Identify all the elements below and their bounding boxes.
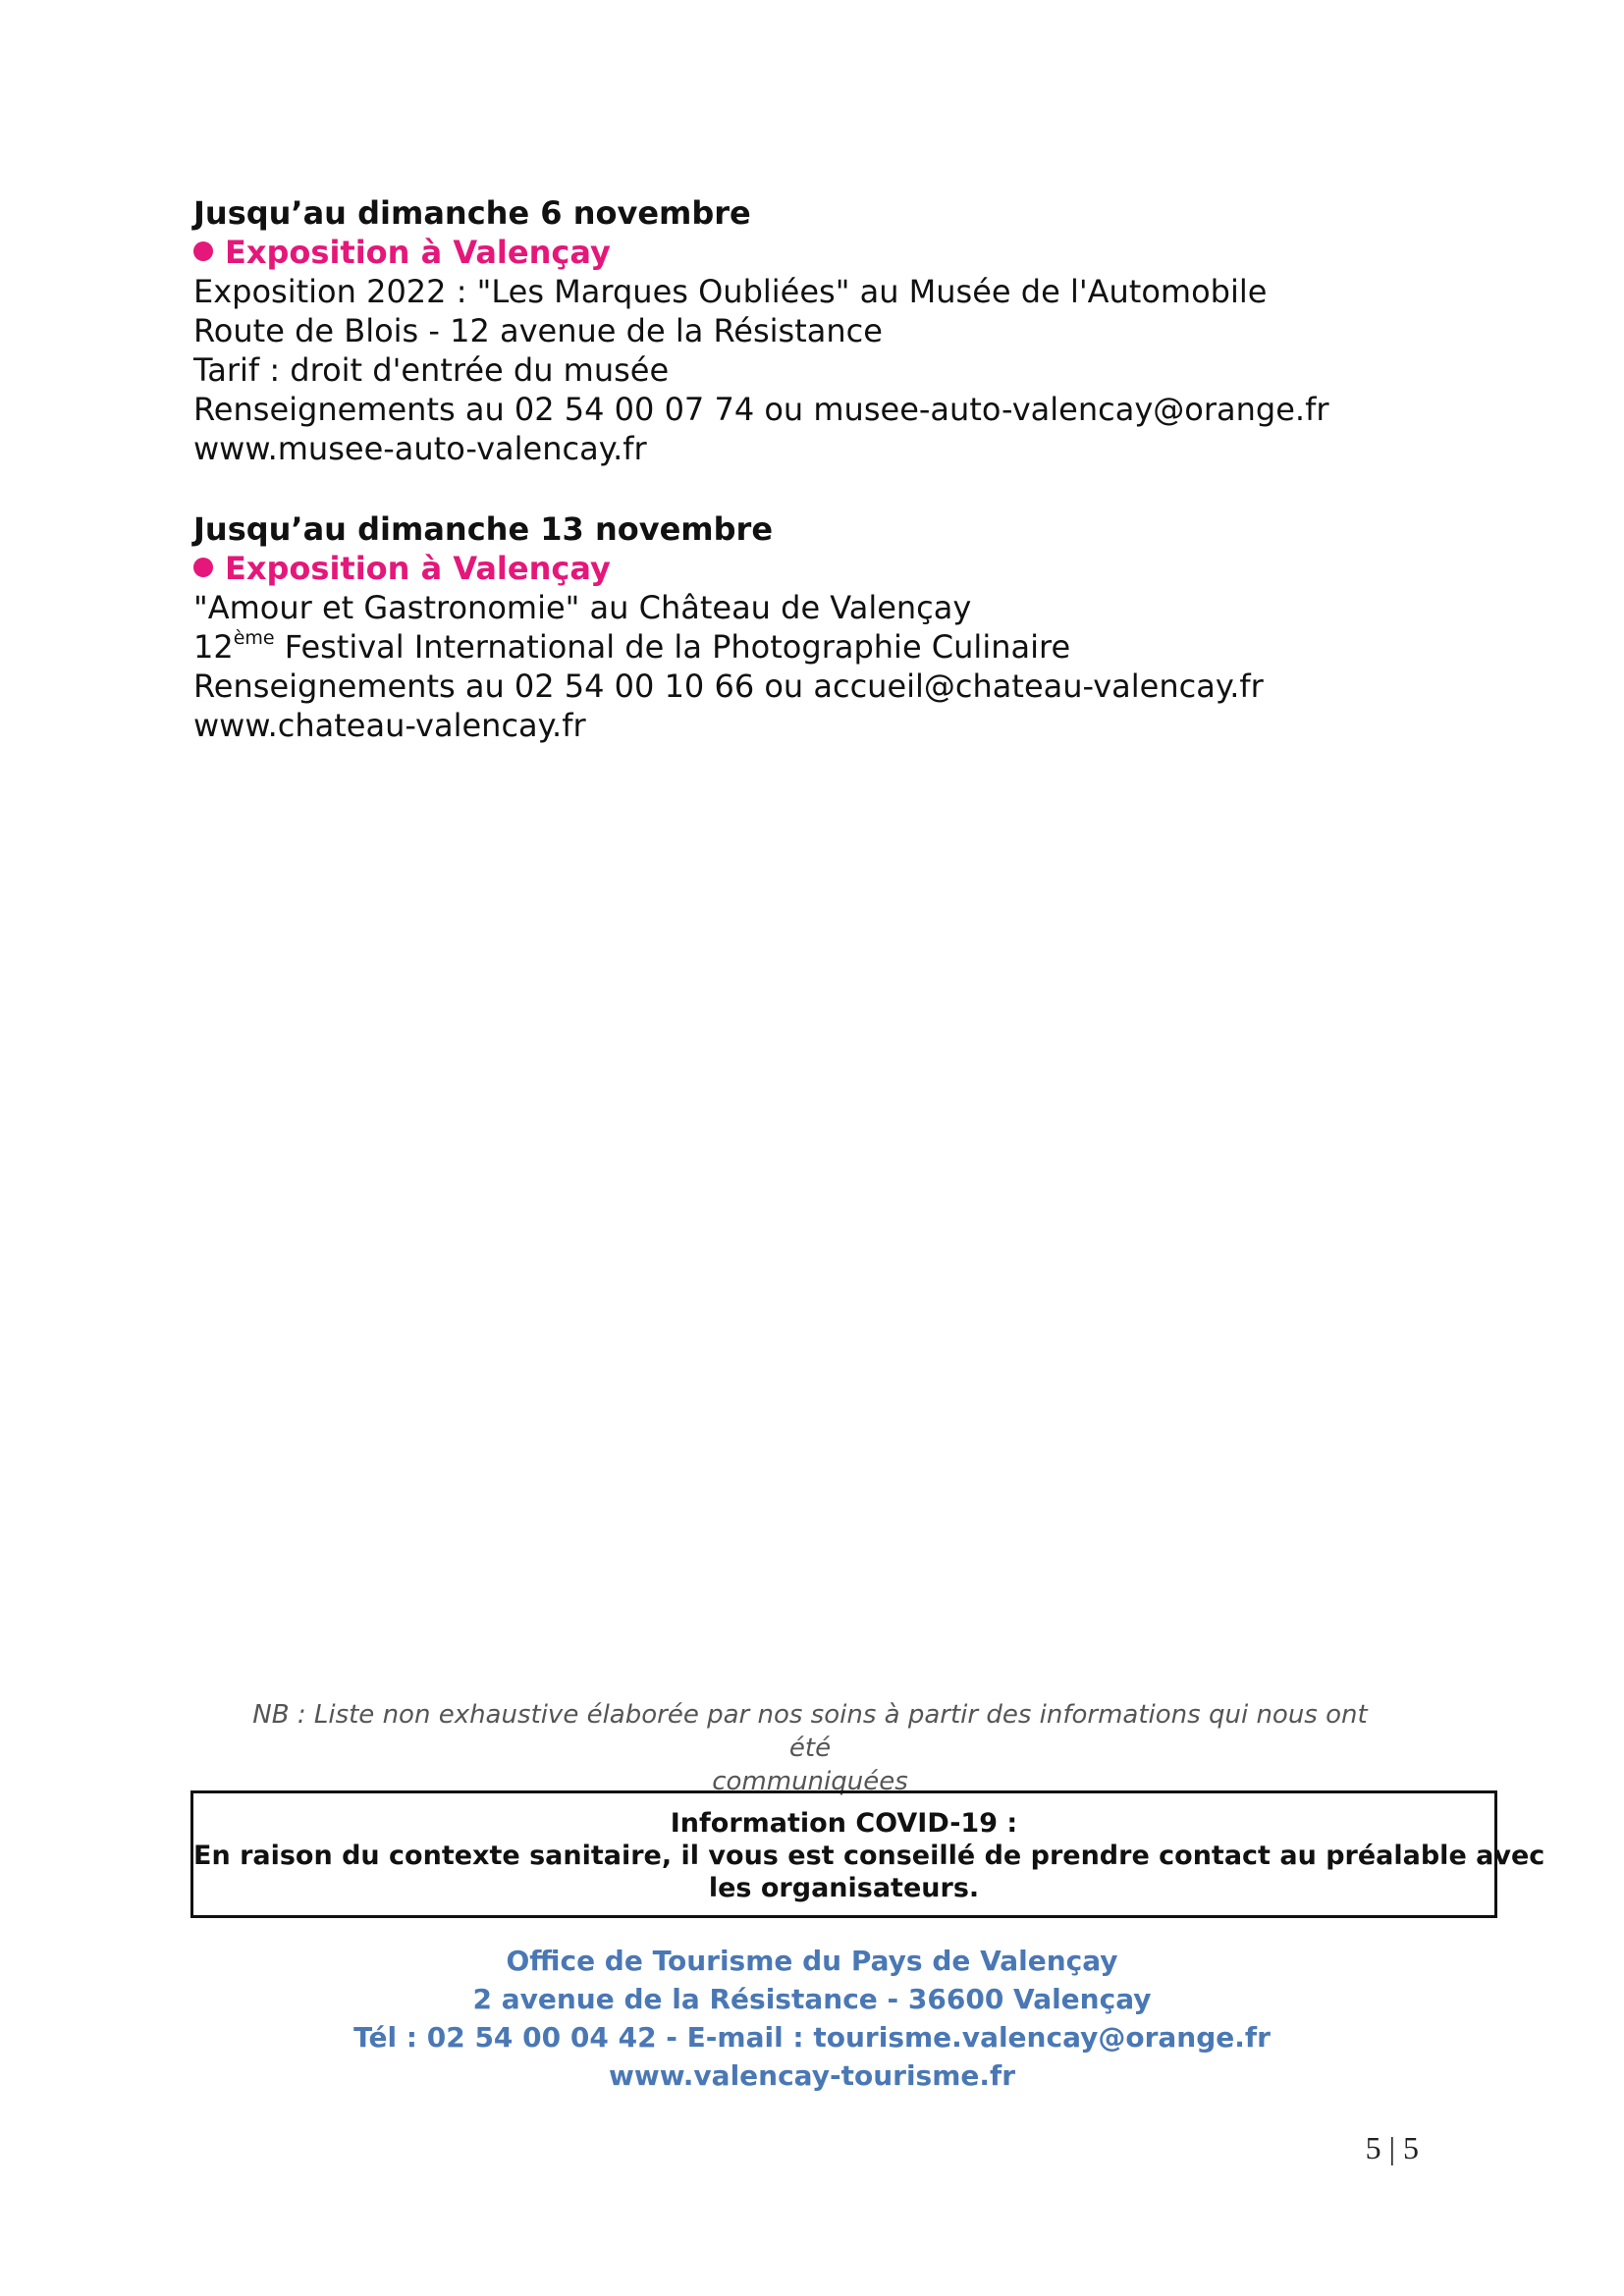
event-description: "Amour et Gastronomie" au Château de Valençay bbox=[193, 589, 972, 626]
covid-title: Information COVID-19 : bbox=[670, 1808, 1018, 1839]
event-price: Tarif : droit d'entrée du musée bbox=[193, 351, 670, 389]
festival-ordinal: ème bbox=[233, 627, 275, 649]
office-name: Office de Tourisme du Pays de Valençay bbox=[506, 1945, 1118, 1977]
office-address: 2 avenue de la Résistance - 36600 Valençay bbox=[472, 1983, 1152, 2015]
event-date: Jusqu’au dimanche 13 novembre bbox=[193, 510, 774, 548]
event-website: www.musee-auto-valencay.fr bbox=[193, 430, 647, 467]
festival-name: Festival International de la Photographie Culinaire bbox=[274, 628, 1071, 666]
page-number: 5 | 5 bbox=[1365, 2130, 1419, 2165]
office-contact: Tél : 02 54 00 04 42 - E-mail : tourisme.valencay@orange.fr bbox=[353, 2021, 1271, 2054]
event-category-label: Exposition à Valençay bbox=[225, 234, 611, 271]
event-description: Exposition 2022 : "Les Marques Oubliées" au Musée de l'Automobile bbox=[193, 273, 1268, 310]
event-festival bbox=[193, 627, 1470, 667]
bullet-icon bbox=[193, 558, 213, 577]
event-contact: Renseignements au 02 54 00 07 74 ou musee-auto-valencay@orange.fr bbox=[193, 391, 1329, 428]
nb-note-line-1: NB : Liste non exhaustive élaborée par nos soins à partir des informations qui nous ont été bbox=[252, 1700, 1368, 1763]
covid-info-box bbox=[190, 1790, 1545, 1918]
event-date: Jusqu’au dimanche 6 novembre bbox=[193, 194, 751, 232]
nb-note bbox=[236, 1698, 1384, 1798]
event-category-label: Exposition à Valençay bbox=[225, 550, 611, 587]
covid-message-line-2: les organisateurs. bbox=[708, 1873, 980, 1903]
office-website: www.valencay-tourisme.fr bbox=[608, 2059, 1016, 2092]
nb-note-line-2: communiquées bbox=[712, 1767, 908, 1796]
bullet-icon bbox=[193, 241, 213, 261]
event-contact: Renseignements au 02 54 00 10 66 ou accueil@chateau-valencay.fr bbox=[193, 667, 1264, 705]
event-website: www.chateau-valencay.fr bbox=[193, 707, 586, 744]
festival-number: 12 bbox=[193, 628, 234, 666]
event-block-1 bbox=[193, 193, 1470, 468]
office-footer bbox=[295, 1942, 1329, 2095]
event-address: Route de Blois - 12 avenue de la Résistance bbox=[193, 312, 883, 349]
event-category bbox=[193, 233, 1470, 272]
event-block-2 bbox=[193, 509, 1470, 745]
covid-message-line-1: En raison du contexte sanitaire, il vous est conseillé de prendre contact au préalable avec bbox=[193, 1841, 1545, 1871]
event-category bbox=[193, 549, 1470, 588]
